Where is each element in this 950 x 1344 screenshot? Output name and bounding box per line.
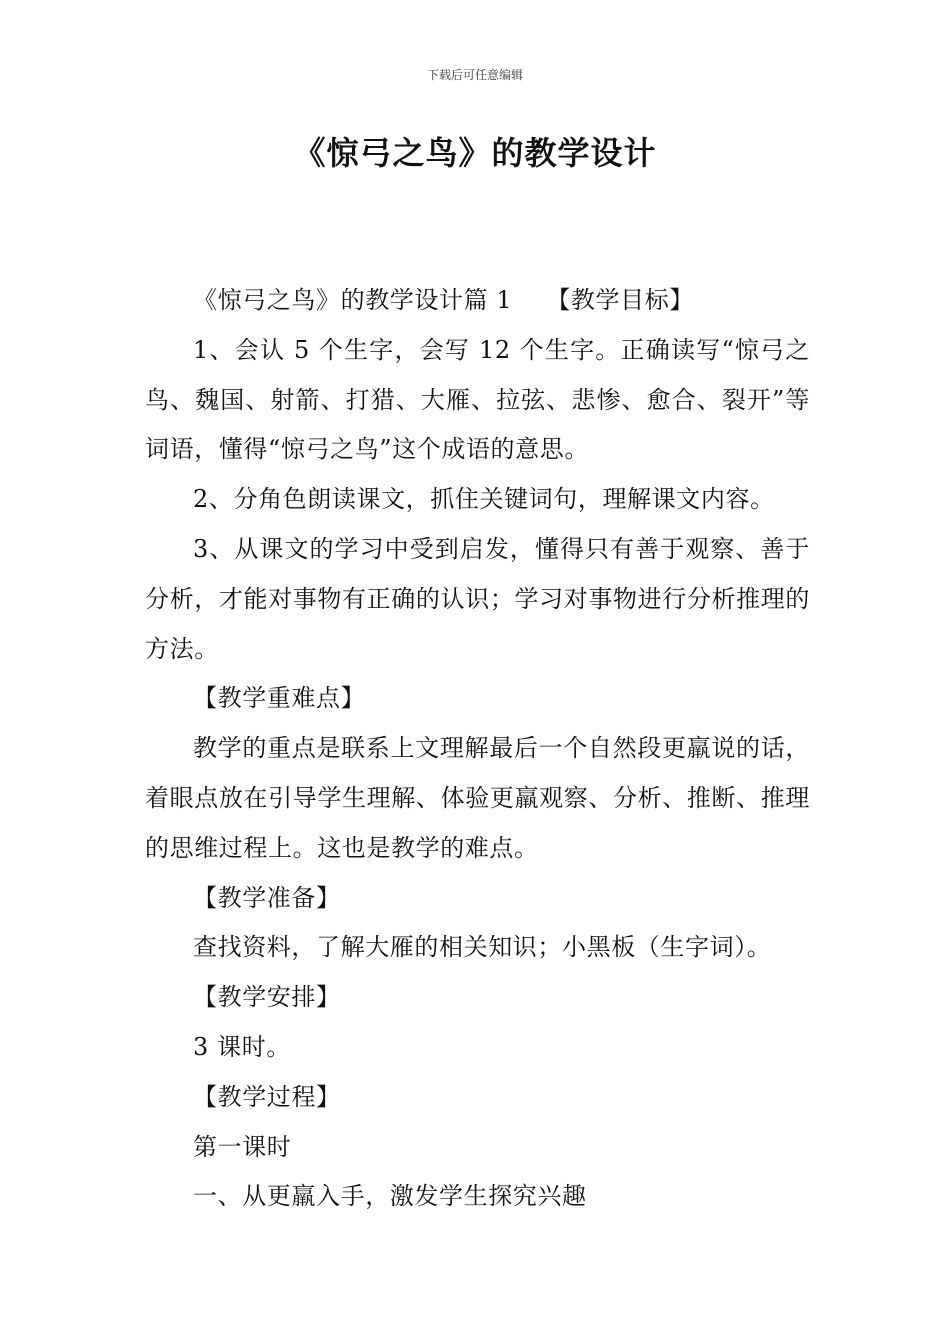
document-title: 《惊弓之鸟》的教学设计 xyxy=(293,134,657,172)
paragraph: 1、会认 5 个生字，会写 12 个生字。正确读写“惊弓之鸟、魏国、射箭、打猎、大雁、拉弦、悲惨、愈合、裂开”等词语，懂得“惊弓之鸟”这个成语的意思。 xyxy=(145,335,810,464)
section-heading-goals: 【教学目标】 xyxy=(546,286,694,314)
header-note: 下载后可任意编辑 xyxy=(426,68,523,82)
section-heading: 【教学过程】 xyxy=(193,1082,341,1111)
document-body xyxy=(145,276,810,1222)
section-heading: 【教学重难点】 xyxy=(193,684,366,713)
paragraph: 3、从课文的学习中受到启发，懂得只有善于观察、善于分析，才能对事物有正确的认识；学习对事物进行分析推理的方法。 xyxy=(145,534,810,663)
section-heading-design: 《惊弓之鸟》的教学设计篇 1 xyxy=(193,286,513,314)
paragraph: 教学的重点是联系上文理解最后一个自然段更羸说的话，着眼点放在引导学生理解、体验更羸观察、分析、推断、推理的思维过程上。这也是教学的难点。 xyxy=(145,734,810,862)
paragraph-intro xyxy=(145,276,810,326)
paragraph: 一、从更羸入手，激发学生探究兴趣 xyxy=(193,1182,587,1211)
paragraph: 第一课时 xyxy=(193,1132,292,1161)
paragraph: 2、分角色朗读课文，抓住关键词句，理解课文内容。 xyxy=(193,485,775,514)
section-heading: 【教学安排】 xyxy=(193,983,341,1012)
paragraph: 3 课时。 xyxy=(193,1032,291,1061)
section-heading: 【教学准备】 xyxy=(193,883,341,912)
paragraph: 查找资料，了解大雁的相关知识；小黑板（生字词）。 xyxy=(193,933,772,962)
